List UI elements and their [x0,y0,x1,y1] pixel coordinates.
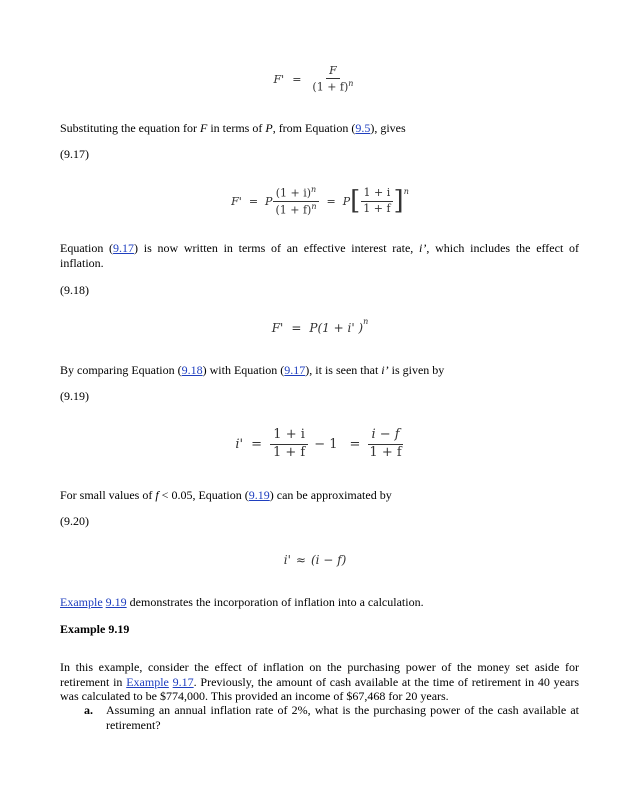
equation-label-9-20: (9.20) [60,514,89,528]
equation-label-9-17: (9.17) [60,147,89,161]
text: , which includes the effect of inflation. [60,241,580,270]
example-heading [60,622,579,637]
paragraph-substitution [60,121,579,136]
eq-lhs: i' [235,436,244,452]
heading-text: Example 9.19 [60,622,130,636]
text: < 0.05, Equation ( [158,488,249,502]
paragraph-small-values [60,488,579,503]
var: i’ [419,241,427,255]
eq-denominator: (1 + f) [312,80,349,94]
text: ) with Equation ( [202,363,285,377]
eq-p: P [265,194,273,208]
equation-9-18: F' = P(1 + i' ) $^n$ [271,317,369,335]
text: ) is now written in terms of an effective interest rate, [134,241,419,255]
eq-lhs: i' [283,553,291,567]
eq-exponent: n [348,78,354,88]
eq-lhs: F' [231,194,242,208]
var: i’ [381,363,389,377]
eq-exponent: n [403,187,409,196]
equation-link-9-5[interactable]: 9.5 [355,121,371,135]
text: Substituting the equation for [60,121,200,135]
eq-numerator: i − f [368,428,402,444]
equation-9-16: F' = $\frac{F}{(1 + f)^n}$ [273,63,354,94]
eq-denominator: 1 + f [272,444,306,460]
list-item-text: Assuming an annual inflation rate of 2%, what is the purchasing power of the cash available at retirement? [106,703,579,732]
text: ), gives [370,121,406,135]
equation-label-9-19: (9.19) [60,389,89,403]
eq-exponent: n [311,201,317,211]
eq-lhs: F' [271,321,284,335]
text: ) can be approximated by [269,488,392,502]
eq-denominator: (1 + f) [275,203,312,217]
text: demonstrates the incorporation of inflation into a calculation. [126,595,424,609]
equation-label-9-18: (9.18) [60,283,89,297]
text: . Previously, the amount of cash available at the time of retirement in 40 years was calculated to be $774,000. This provided an income of $67,468 for 20 years. [60,674,580,703]
eq-rhs: (i − f) [310,553,347,567]
list-item-a [84,703,579,732]
eq-numerator: 1 + i [270,428,308,444]
example-link-9-19[interactable]: Example [60,595,103,609]
eq-rhs: P(1 + i' ) [309,321,364,335]
eq-exponent: n [311,184,317,194]
eq-lhs: F' [273,72,285,86]
text: is given by [388,363,445,377]
text: For small values of [60,488,156,502]
paragraph-example-body [60,660,579,704]
var: P [265,121,273,135]
equation-9-19: i' = $\frac{1 + i}{1 + f}$ − 1 = $\frac{i - f}{1 + f}$ [225,424,415,464]
text: in terms of [207,121,266,135]
equation-link-9-17[interactable]: 9.17 [113,241,135,255]
var: F [200,121,208,135]
var: f [155,488,159,502]
eq-denominator: 1 + f [369,444,402,460]
text: , from Equation ( [272,121,356,135]
text: By comparing Equation ( [60,363,182,377]
equation-link-9-19[interactable]: 9.19 [248,488,270,502]
text: In this example, consider the effect of inflation on the purchasing power of the money set aside for retirement in [60,660,579,689]
example-number-link-9-17[interactable]: 9.17 [172,674,194,689]
equation-9-17: F' = P $\frac{(1 + i)^n}{(1 + f)^n}$ = P [ $\frac{1 + i}{1 + f}$ ] $^n$ [231,184,409,217]
eq-numerator: F [326,65,340,79]
example-number-link-9-19[interactable]: 9.19 [105,595,127,609]
list-marker: a. [84,703,93,717]
text: Equation ( [60,241,114,255]
eq-bracket-numerator: 1 + i [361,187,394,201]
eq-p: P [342,194,351,208]
eq-exponent: n [363,317,369,326]
paragraph-comparing [60,363,579,378]
equation-link-9-18[interactable]: 9.18 [181,363,203,377]
example-link-9-17[interactable]: Example [126,674,169,689]
equation-link-9-17[interactable]: 9.17 [284,363,306,377]
eq-numerator: (1 + i) [275,186,312,200]
paragraph-effective-rate [60,241,579,270]
eq-minus-one: − 1 [314,436,338,452]
text: ), it is seen that [305,363,382,377]
paragraph-demonstrates [60,595,579,610]
equation-9-20: i' ≈ (i − f) [283,553,347,567]
eq-bracket-denominator: 1 + f [363,201,391,215]
